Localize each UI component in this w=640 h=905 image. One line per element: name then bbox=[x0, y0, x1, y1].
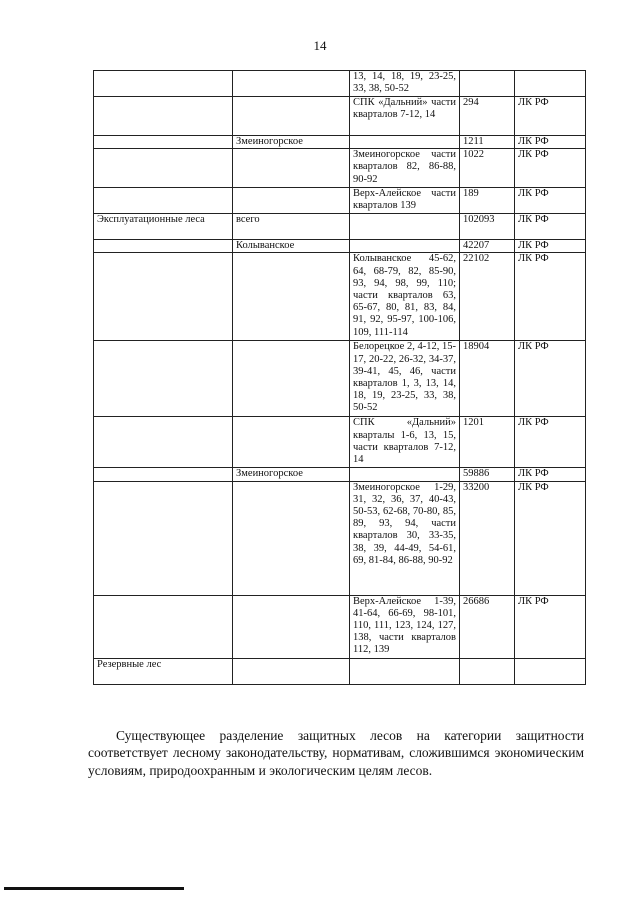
forestry-cell bbox=[233, 253, 350, 341]
area-cell: 1022 bbox=[460, 149, 515, 188]
basis-cell: ЛК РФ bbox=[515, 240, 586, 253]
area-cell: 18904 bbox=[460, 341, 515, 417]
table-row bbox=[94, 214, 586, 240]
description-cell bbox=[350, 136, 460, 149]
basis-cell: ЛК РФ bbox=[515, 97, 586, 136]
footer-rule bbox=[4, 887, 184, 890]
forestry-cell bbox=[233, 417, 350, 468]
table-row bbox=[94, 417, 586, 468]
table-row bbox=[94, 136, 586, 149]
area-cell: 294 bbox=[460, 97, 515, 136]
basis-cell: ЛК РФ bbox=[515, 253, 586, 341]
category-cell bbox=[94, 149, 233, 188]
basis-cell: ЛК РФ bbox=[515, 188, 586, 214]
description-cell: СПК «Дальний» кварталы 1-6, 13, 15, части кварталов 7-12, 14 bbox=[350, 417, 460, 468]
category-cell bbox=[94, 188, 233, 214]
table-row bbox=[94, 71, 586, 97]
description-cell bbox=[350, 214, 460, 240]
category-cell bbox=[94, 417, 233, 468]
basis-cell: ЛК РФ bbox=[515, 595, 586, 658]
forestry-cell: всего bbox=[233, 214, 350, 240]
category-cell bbox=[94, 136, 233, 149]
basis-cell: ЛК РФ bbox=[515, 149, 586, 188]
description-cell: Верх-Алейское 1-39, 41-64, 66-69, 98-101, 110, 111, 123, 124, 127, 138, части кварталов 112, 139 bbox=[350, 595, 460, 658]
category-cell bbox=[94, 595, 233, 658]
table-row bbox=[94, 253, 586, 341]
category-cell bbox=[94, 341, 233, 417]
basis-cell: ЛК РФ bbox=[515, 481, 586, 595]
category-cell bbox=[94, 468, 233, 481]
table-row bbox=[94, 149, 586, 188]
forestry-cell bbox=[233, 149, 350, 188]
category-cell bbox=[94, 71, 233, 97]
basis-cell: ЛК РФ bbox=[515, 136, 586, 149]
description-cell bbox=[350, 240, 460, 253]
area-cell: 59886 bbox=[460, 468, 515, 481]
body-paragraph: Существующее разделение защитных лесов на категории защитности соответствует лесному законодательству, нормативам, сложившимся экономическим условиям, природоохранным и экологическим целям лесов. bbox=[88, 727, 584, 778]
area-cell: 26686 bbox=[460, 595, 515, 658]
table-row bbox=[94, 481, 586, 595]
basis-cell: ЛК РФ bbox=[515, 468, 586, 481]
description-cell: СПК «Дальний» части кварталов 7-12, 14 bbox=[350, 97, 460, 136]
table-row bbox=[94, 341, 586, 417]
basis-cell: ЛК РФ bbox=[515, 214, 586, 240]
forestry-cell bbox=[233, 595, 350, 658]
description-cell: Верх-Алейское части кварталов 139 bbox=[350, 188, 460, 214]
basis-cell bbox=[515, 658, 586, 684]
forestry-cell bbox=[233, 188, 350, 214]
description-cell: Белорецкое 2, 4-12, 15-17, 20-22, 26-32, 34-37, 39-41, 45, 46, части кварталов 1, 3, 13, 14, 18, 19, 23-25, 33, 38, 50-52 bbox=[350, 341, 460, 417]
table-row bbox=[94, 240, 586, 253]
area-cell: 189 bbox=[460, 188, 515, 214]
category-cell bbox=[94, 97, 233, 136]
description-cell: Змеиногорское 1-29, 31, 32, 36, 37, 40-43, 50-53, 62-68, 70-80, 85, 89, 93, 94, части кварталов 30, 33-35, 38, 39, 44-49, 54-61, 69, 81-84, 86-88, 90-92 bbox=[350, 481, 460, 595]
area-cell bbox=[460, 71, 515, 97]
description-cell bbox=[350, 468, 460, 481]
area-cell bbox=[460, 658, 515, 684]
category-cell: Эксплуатационные леса bbox=[94, 214, 233, 240]
description-cell: Колыванское 45-62, 64, 68-79, 82, 85-90, 93, 94, 98, 99, 110; части кварталов 63, 65-67, 80, 81, 83, 84, 91, 92, 95-97, 100-106, 109, 111-114 bbox=[350, 253, 460, 341]
category-cell bbox=[94, 240, 233, 253]
page-number: 14 bbox=[313, 38, 327, 53]
table-row bbox=[94, 658, 586, 684]
table-row bbox=[94, 468, 586, 481]
area-cell: 1201 bbox=[460, 417, 515, 468]
area-cell: 22102 bbox=[460, 253, 515, 341]
table-row bbox=[94, 188, 586, 214]
area-cell: 42207 bbox=[460, 240, 515, 253]
forestry-cell: Змеиногорское bbox=[233, 468, 350, 481]
description-cell bbox=[350, 658, 460, 684]
forestry-cell: Колыванское bbox=[233, 240, 350, 253]
category-cell bbox=[94, 481, 233, 595]
category-cell: Резервные лес bbox=[94, 658, 233, 684]
forestry-cell bbox=[233, 341, 350, 417]
description-cell: Змеиногорское части кварталов 82, 86-88, 90-92 bbox=[350, 149, 460, 188]
basis-cell: ЛК РФ bbox=[515, 341, 586, 417]
forestry-cell bbox=[233, 658, 350, 684]
forestry-cell bbox=[233, 71, 350, 97]
table-row bbox=[94, 595, 586, 658]
forestry-cell bbox=[233, 97, 350, 136]
forest-categories-table bbox=[93, 70, 586, 685]
category-cell bbox=[94, 253, 233, 341]
forestry-cell: Змеиногорское bbox=[233, 136, 350, 149]
area-cell: 1211 bbox=[460, 136, 515, 149]
description-cell: 13, 14, 18, 19, 23-25, 33, 38, 50-52 bbox=[350, 71, 460, 97]
forestry-cell bbox=[233, 481, 350, 595]
table-row bbox=[94, 97, 586, 136]
area-cell: 33200 bbox=[460, 481, 515, 595]
basis-cell bbox=[515, 71, 586, 97]
basis-cell: ЛК РФ bbox=[515, 417, 586, 468]
area-cell: 102093 bbox=[460, 214, 515, 240]
